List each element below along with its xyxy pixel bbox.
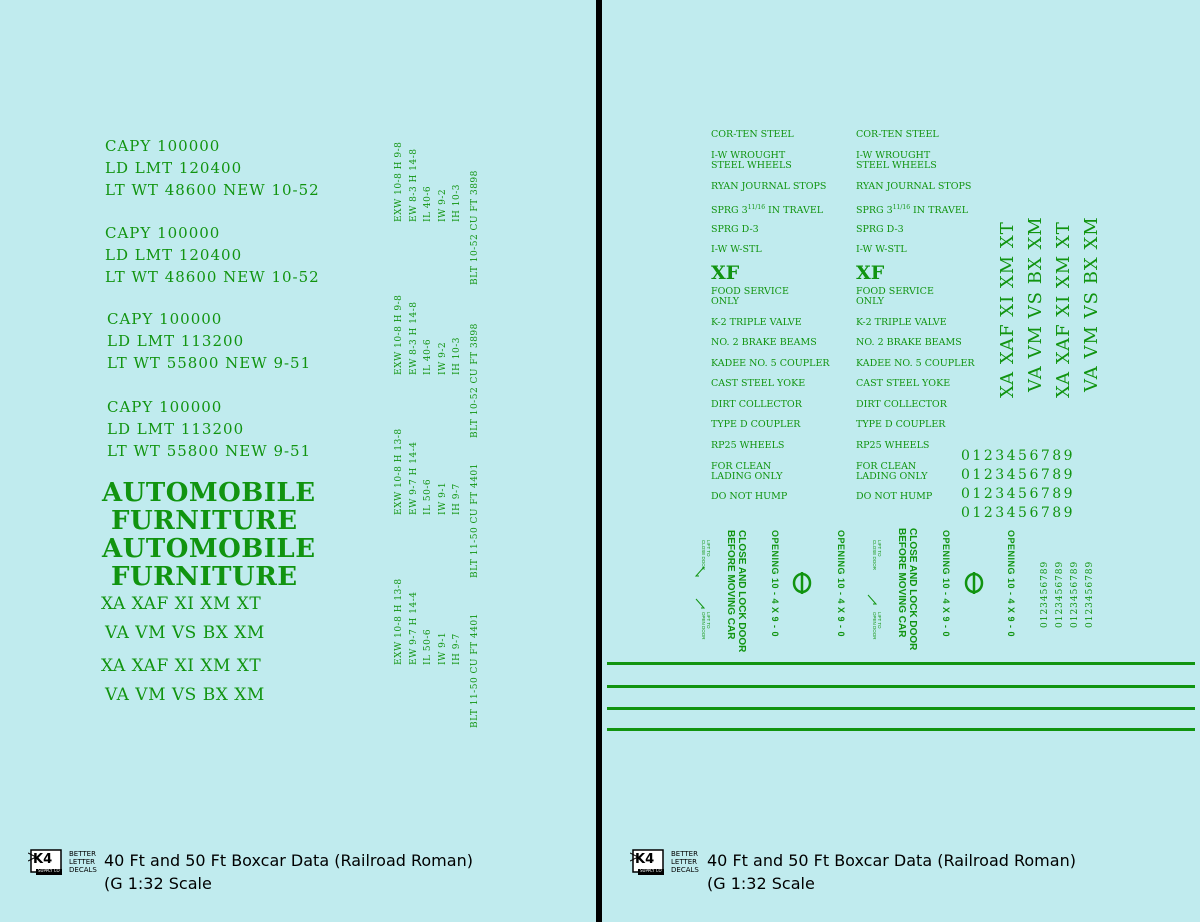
ld-lmt-line: LD LMT 113200	[107, 420, 245, 438]
ld-lmt-line: LD LMT 113200	[107, 332, 245, 350]
panel-divider	[596, 0, 602, 922]
decals-text: DECALS	[69, 866, 97, 874]
rotated-car-class-line: XA XAF XI XM XT	[997, 221, 1018, 398]
dim-ih: IH 10-3	[452, 184, 462, 222]
rotated-car-class-line: VA VM VS BX XM	[1081, 216, 1102, 392]
lt-wt-line: LT WT 55800 NEW 9-51	[107, 354, 312, 372]
dirt-collector-text: DIRT COLLECTOR	[856, 399, 947, 410]
clean-lading-text	[711, 462, 783, 482]
food-service-line1: FOOD SERVICE	[711, 286, 789, 297]
stripe-line	[607, 662, 1195, 665]
letter-text: LETTER	[671, 858, 698, 866]
sheet-scale-line: (G 1:32 Scale	[104, 874, 212, 893]
lift-to-close-text: LIFT TO CLOSE DOOR	[872, 540, 882, 571]
dim-il: IL 50-6	[423, 478, 433, 515]
clean-lading-text	[856, 462, 928, 482]
lt-wt-line: LT WT 48600 NEW 10-52	[105, 181, 320, 199]
ld-lmt-line: LD LMT 120400	[105, 246, 243, 264]
dim-ih: IH 9-7	[452, 633, 462, 665]
car-class-line: VA VM VS BX XM	[105, 685, 265, 705]
sheet-title-line1: 40 Ft and 50 Ft Boxcar Data (Railroad Roman)	[707, 851, 1076, 870]
dim-iw: IW 9-2	[438, 341, 448, 375]
xf-class-text: XF	[711, 262, 740, 284]
capy-line: CAPY 100000	[105, 224, 221, 242]
door-opening-text: OPENING 10 - 4 X 9 - 0	[941, 530, 951, 638]
better-letter-decals	[671, 850, 699, 874]
better-text: BETTER	[69, 850, 96, 858]
corten-steel-text: COR-TEN STEEL	[856, 129, 939, 140]
capacity-block-2	[105, 222, 320, 288]
dim-ew: EW 8-3 H 14-8	[409, 148, 419, 222]
small-digit-column: 0123456789	[1085, 560, 1095, 628]
better-letter-decals	[69, 850, 97, 874]
digit-row: 0123456789	[961, 467, 1076, 483]
lift-to-open-text: LIFT TO OPEN DOOR	[701, 612, 711, 640]
k2-valve-text: K-2 TRIPLE VALVE	[856, 317, 947, 328]
digit-row: 0123456789	[961, 486, 1076, 502]
clean-lading-line2: LADING ONLY	[856, 471, 928, 482]
dim-iw: IW 9-2	[438, 188, 448, 222]
dim-blt: BLT 11-50 CU FT 4401	[470, 463, 480, 578]
rp25-wheels-text: RP25 WHEELS	[856, 440, 930, 451]
food-service-line2: ONLY	[711, 296, 740, 307]
cast-steel-yoke-text: CAST STEEL YOKE	[711, 378, 806, 389]
capy-line: CAPY 100000	[107, 310, 223, 328]
type-d-coupler-text: TYPE D COUPLER	[711, 419, 801, 430]
door-opening-text: OPENING 10 - 4 X 9 - 0	[836, 530, 846, 638]
iw-wstl-text: I-W W-STL	[856, 244, 907, 255]
sheet-title-line1: 40 Ft and 50 Ft Boxcar Data (Railroad Roman)	[104, 851, 473, 870]
arrow-icon	[694, 566, 706, 578]
dim-exw: EXW 10-8 H 9-8	[394, 294, 404, 375]
spring-d3-text: SPRG D-3	[856, 224, 904, 235]
food-service-line2: ONLY	[856, 296, 885, 307]
iw-wrought-line2: STEEL WHEELS	[856, 160, 937, 171]
dim-blt: BLT 10-52 CU FT 3898	[470, 170, 480, 285]
sheet-title	[104, 849, 473, 895]
dim-blt: BLT 11-50 CU FT 4401	[470, 613, 480, 728]
dim-il: IL 40-6	[423, 338, 433, 375]
dim-blt: BLT 10-52 CU FT 3898	[470, 323, 480, 438]
rotated-car-class-line: VA VM VS BX XM	[1025, 216, 1046, 392]
logo-text: K4	[33, 852, 53, 867]
food-service-line1: FOOD SERVICE	[856, 286, 934, 297]
arrow-icon	[866, 594, 878, 606]
letter-text: LETTER	[69, 858, 96, 866]
small-digit-column: 0123456789	[1070, 560, 1080, 628]
iw-wrought-line1: I-W WROUGHT	[711, 150, 786, 161]
car-class-line: VA VM VS BX XM	[105, 623, 265, 643]
logo-sub-text: SUPPLY CO	[38, 868, 60, 873]
furniture-word: FURNITURE	[111, 506, 298, 536]
ryan-journal-text: RYAN JOURNAL STOPS	[856, 181, 972, 192]
dim-ew: EW 9-7 H 14-4	[409, 591, 419, 665]
digit-row: 0123456789	[961, 448, 1076, 464]
spring-d3-text: SPRG D-3	[711, 224, 759, 235]
type-d-coupler-text: TYPE D COUPLER	[856, 419, 946, 430]
cast-steel-yoke-text: CAST STEEL YOKE	[856, 378, 951, 389]
kadee-coupler-text: KADEE NO. 5 COUPLER	[711, 358, 830, 369]
dim-exw: EXW 10-8 H 9-8	[394, 141, 404, 222]
automobile-word: AUTOMOBILE	[102, 534, 316, 564]
car-class-line: XA XAF XI XM XT	[101, 656, 262, 676]
capacity-block-4	[107, 396, 311, 462]
iw-wrought-text	[711, 151, 792, 171]
iw-wrought-text	[856, 151, 937, 171]
door-opening-text: OPENING 10 - 4 X 9 - 0	[1006, 530, 1016, 638]
dim-ew: EW 8-3 H 14-8	[409, 301, 419, 375]
door-stop-icon	[964, 572, 984, 594]
stripe-line	[607, 728, 1195, 731]
spring-travel-text: SPRG $3^{11/16}$ IN TRAVEL	[711, 204, 824, 217]
car-class-line: XA XAF XI XM XT	[101, 594, 262, 614]
capy-line: CAPY 100000	[107, 398, 223, 416]
dim-il: IL 40-6	[423, 185, 433, 222]
furniture-word: FURNITURE	[111, 562, 298, 592]
do-not-hump-text: DO NOT HUMP	[711, 491, 788, 502]
iw-wstl-text: I-W W-STL	[711, 244, 762, 255]
brake-beams-text: NO. 2 BRAKE BEAMS	[856, 337, 962, 348]
logo-text: K4	[635, 852, 655, 867]
close-lock-door-text: CLOSE AND LOCK DOOR BEFORE MOVING CAR	[896, 528, 918, 651]
xf-class-text: XF	[856, 262, 885, 284]
k2-valve-text: K-2 TRIPLE VALVE	[711, 317, 802, 328]
decals-text: DECALS	[671, 866, 699, 874]
lift-to-open-text: LIFT TO OPEN DOOR	[872, 612, 882, 640]
spring-travel-text: SPRG $3^{11/16}$ IN TRAVEL	[856, 204, 969, 217]
dim-ew: EW 9-7 H 14-4	[409, 441, 419, 515]
clean-lading-line1: FOR CLEAN	[711, 461, 772, 472]
dim-il: IL 50-6	[423, 628, 433, 665]
door-stop-icon	[792, 572, 812, 594]
rp25-wheels-text: RP25 WHEELS	[711, 440, 785, 451]
sheet-title	[707, 849, 1076, 895]
iw-wrought-line2: STEEL WHEELS	[711, 160, 792, 171]
better-text: BETTER	[671, 850, 698, 858]
dim-exw: EXW 10-8 H 13-8	[394, 578, 404, 665]
food-service-text	[711, 287, 789, 307]
arrow-icon	[694, 598, 706, 610]
food-service-text	[856, 287, 934, 307]
door-opening-text: OPENING 10 - 4 X 9 - 0	[770, 530, 780, 638]
capacity-block-3	[107, 308, 311, 374]
small-digit-column: 0123456789	[1040, 560, 1050, 628]
corten-steel-text: COR-TEN STEEL	[711, 129, 794, 140]
dim-ih: IH 9-7	[452, 483, 462, 515]
automobile-word: AUTOMOBILE	[102, 478, 316, 508]
digit-row: 0123456789	[961, 505, 1076, 521]
clean-lading-line2: LADING ONLY	[711, 471, 783, 482]
stripe-line	[607, 685, 1195, 688]
logo-sub-text: SUPPLY CO	[640, 868, 662, 873]
iw-wrought-line1: I-W WROUGHT	[856, 150, 931, 161]
capy-line: CAPY 100000	[105, 137, 221, 155]
do-not-hump-text: DO NOT HUMP	[856, 491, 933, 502]
capacity-block-1	[105, 135, 320, 201]
close-lock-door-text: CLOSE AND LOCK DOOR BEFORE MOVING CAR	[725, 530, 747, 653]
dim-iw: IW 9-1	[438, 481, 448, 515]
lift-to-close-text: LIFT TO CLOSE DOOR	[701, 540, 711, 571]
rotated-car-class-line: XA XAF XI XM XT	[1053, 221, 1074, 398]
dirt-collector-text: DIRT COLLECTOR	[711, 399, 802, 410]
dim-iw: IW 9-1	[438, 631, 448, 665]
dim-exw: EXW 10-8 H 13-8	[394, 428, 404, 515]
ryan-journal-text: RYAN JOURNAL STOPS	[711, 181, 827, 192]
lt-wt-line: LT WT 48600 NEW 10-52	[105, 268, 320, 286]
clean-lading-line1: FOR CLEAN	[856, 461, 917, 472]
brake-beams-text: NO. 2 BRAKE BEAMS	[711, 337, 817, 348]
small-digit-column: 0123456789	[1055, 560, 1065, 628]
sheet-scale-line: (G 1:32 Scale	[707, 874, 815, 893]
lt-wt-line: LT WT 55800 NEW 9-51	[107, 442, 312, 460]
dim-ih: IH 10-3	[452, 337, 462, 375]
kadee-coupler-text: KADEE NO. 5 COUPLER	[856, 358, 975, 369]
ld-lmt-line: LD LMT 120400	[105, 159, 243, 177]
stripe-line	[607, 707, 1195, 710]
